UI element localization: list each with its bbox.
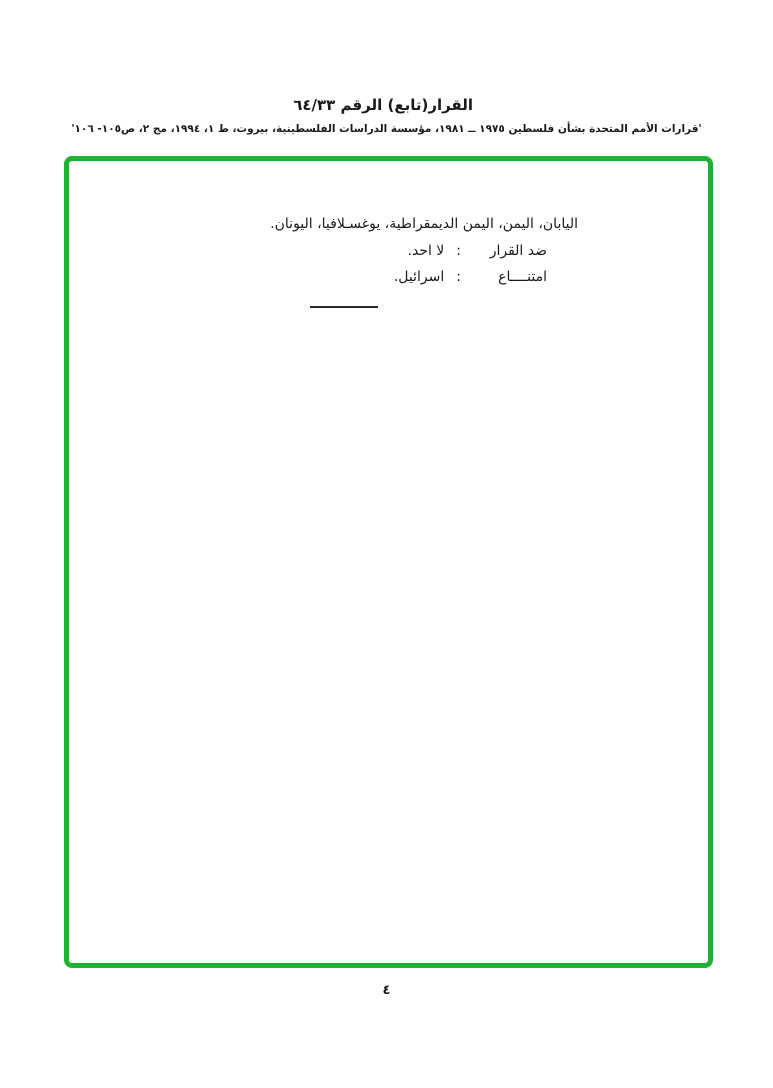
vote-label: ضد القرار (489, 243, 547, 259)
vote-value: اسرائيل. (393, 269, 445, 285)
section-divider (310, 306, 378, 308)
page-title: القرار(تابع) الرقم ٦٤/٣٣ (293, 96, 473, 114)
citation-line: 'قرارات الأمم المتحدة بشأن فلسطين ١٩٧٥ ــ ١٩٨١، مؤسسة الدراسات الفلسطينية، بيروت، ط ١، ١٩٩٤، مج ٢، ص١٠٥- ١٠٦' (71, 123, 702, 135)
vote-value: لا احد. (407, 243, 445, 259)
vote-separator: : (456, 243, 461, 259)
vote-row-against (408, 241, 548, 261)
page-number: ٤ (382, 983, 391, 998)
highlight-frame (64, 156, 713, 968)
continuation-text: اليابان، اليمن، اليمن الديمقراطية، يوغسـلافيا، اليونان. (270, 216, 578, 232)
vote-label: امتنــــاع (498, 269, 547, 285)
vote-separator: : (456, 269, 461, 285)
vote-row-abstain (394, 267, 547, 287)
